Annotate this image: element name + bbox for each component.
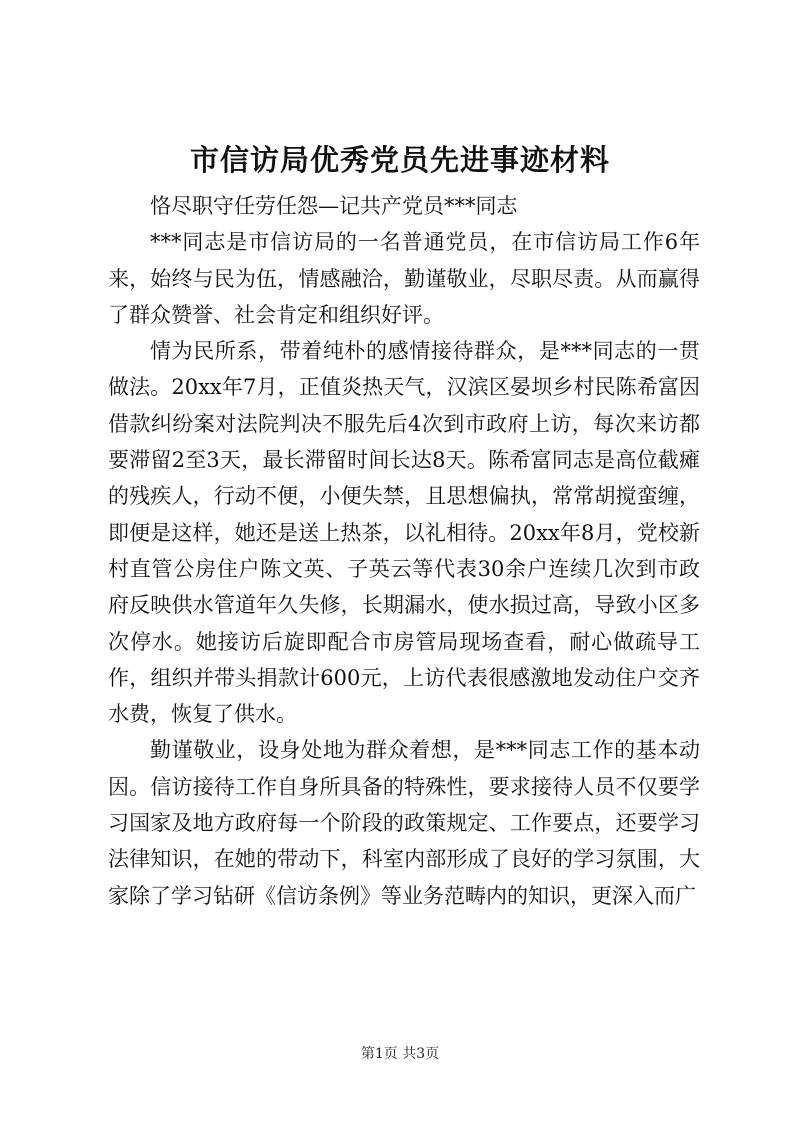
page-number-footer: 第1页 共3页	[360, 1046, 440, 1062]
document-title: 市信访局优秀党员先进事迹材料	[189, 143, 610, 177]
document-body	[108, 188, 700, 914]
paragraph: ***同志是市信访局的一名普通党员，在市信访局工作6年来，始终与民为伍，情感融洽，勤谨敬业，尽职尽责。从而赢得了群众赞誉、社会肯定和组织好评。	[108, 230, 700, 327]
subtitle-line: 恪尽职守任劳任怨—记共产党员***同志	[150, 194, 518, 218]
paragraph: 情为民所系，带着纯朴的感情接待群众，是***同志的一贯做法。20xx年7月，正值炎热天气，汉滨区晏坝乡村民陈希富因借款纠纷案对法院判决不服先后4次到市政府上访，每次来访都要滞留2至3天，最长滞留时间长达8天。陈希富同志是高位截瘫的残疾人，行动不便，小便失禁，且思想偏执，常常胡搅蛮缠，即便是这样，她还是送上热茶，以礼相待。20xx年8月，党校新村直管公房住户陈文英、子英云等代表30余户连续几次到市政府反映供水管道年久失修，长期漏水，使水损过高，导致小区多次停水。她接访后旋即配合市房管局现场查看，耐心做疏导工作，组织并带头捐款计600元，上访代表很感激地发动住户交齐水费，恢复了供水。	[108, 339, 700, 727]
paragraph: 勤谨敬业，设身处地为群众着想，是***同志工作的基本动因。信访接待工作自身所具备的特殊性，要求接待人员不仅要学习国家及地方政府每一个阶段的政策规定、工作要点，还要学习法律知识，在她的带动下，科室内部形成了良好的学习氛围，大家除了学习钻研《信访条例》等业务范畴内的知识，更深入而广	[108, 738, 700, 908]
